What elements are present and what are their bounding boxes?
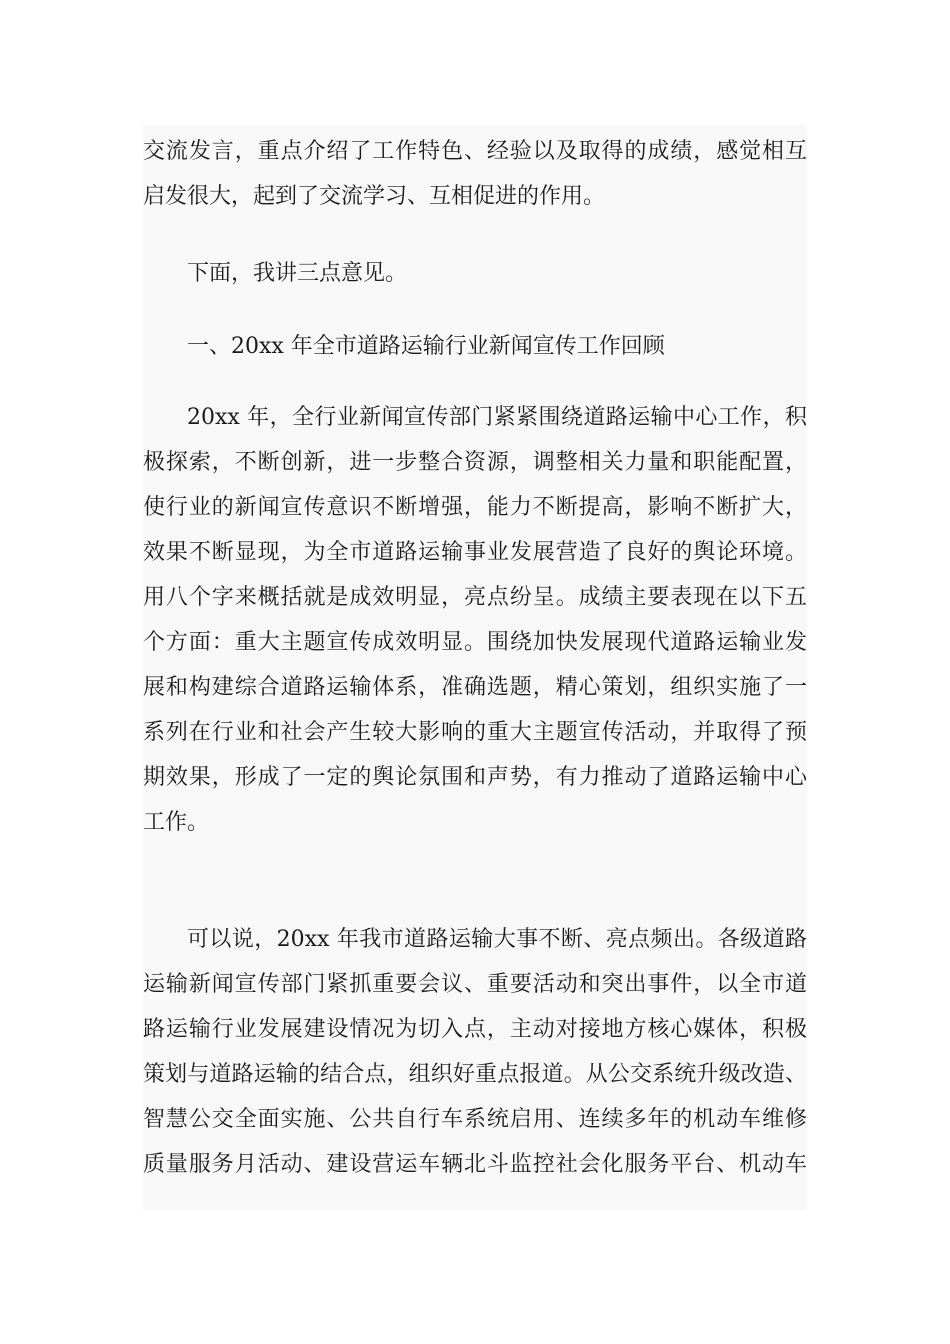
text-line: 运输新闻宣传部门紧抓重要会议、重要活动和突出事件，以全市道 (143, 972, 807, 997)
text-line: 可以说，20xx 年我市道路运输大事不断、亮点频出。各级道路 (187, 927, 807, 952)
heading-text: 一、20xx 年全市道路运输行业新闻宣传工作回顾 (187, 334, 665, 359)
paragraph-1 (143, 129, 807, 219)
text-line: 启发很大，起到了交流学习、互相促进的作用。 (143, 184, 606, 209)
text-line: 策划与道路运输的结合点，组织好重点报道。从公交系统升级改造、 (143, 1062, 807, 1087)
paragraph-5 (143, 917, 807, 1187)
paragraph-2 (143, 251, 807, 296)
text-line: 质量服务月活动、建设营运车辆北斗监控社会化服务平台、机动车 (143, 1152, 807, 1177)
text-line: 用八个字来概括就是成效明显，亮点纷呈。成绩主要表现在以下五 (143, 585, 807, 610)
text-line: 展和构建综合道路运输体系，准确选题，精心策划，组织实施了一 (143, 675, 807, 700)
text-line: 交流发言，重点介绍了工作特色、经验以及取得的成绩，感觉相互 (143, 139, 807, 164)
text-line: 效果不断显现，为全市道路运输事业发展营造了良好的舆论环境。 (143, 540, 807, 565)
section-heading (143, 324, 807, 369)
text-line: 期效果，形成了一定的舆论氛围和声势，有力推动了道路运输中心 (143, 765, 807, 790)
document-body (143, 125, 807, 1210)
text-line: 极探索，不断创新，进一步整合资源，调整相关力量和职能配置， (143, 450, 807, 475)
text-line: 系列在行业和社会产生较大影响的重大主题宣传活动，并取得了预 (143, 720, 807, 745)
paragraph-4 (143, 395, 807, 845)
text-line: 20xx 年，全行业新闻宣传部门紧紧围绕道路运输中心工作，积 (187, 405, 807, 430)
text-line: 使行业的新闻宣传意识不断增强，能力不断提高，影响不断扩大， (143, 495, 807, 520)
text-line: 智慧公交全面实施、公共自行车系统启用、连续多年的机动车维修 (143, 1107, 807, 1132)
text-line: 下面，我讲三点意见。 (187, 261, 408, 286)
text-line: 工作。 (143, 810, 210, 835)
text-line: 路运输行业发展建设情况为切入点，主动对接地方核心媒体，积极 (143, 1017, 807, 1042)
text-line: 个方面：重大主题宣传成效明显。围绕加快发展现代道路运输业发 (143, 630, 807, 655)
